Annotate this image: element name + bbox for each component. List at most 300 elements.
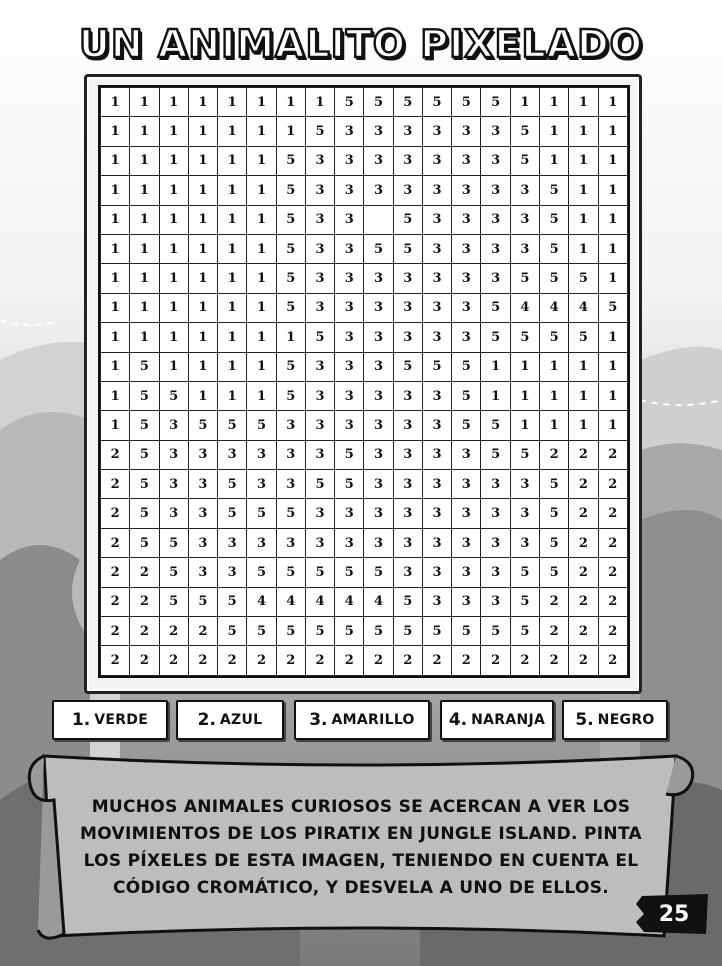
grid-cell: 1 bbox=[159, 352, 188, 381]
grid-cell: 3 bbox=[393, 411, 422, 440]
grid-cell: 1 bbox=[276, 117, 305, 146]
grid-cell: 1 bbox=[481, 381, 510, 410]
grid-cell: 5 bbox=[569, 323, 598, 352]
grid-cell: 5 bbox=[335, 558, 364, 587]
grid-cell: 2 bbox=[101, 587, 130, 616]
grid-cell: 3 bbox=[159, 499, 188, 528]
grid-cell: 5 bbox=[276, 146, 305, 175]
grid-cell: 5 bbox=[481, 88, 510, 117]
grid-cell: 1 bbox=[101, 117, 130, 146]
grid-cell: 2 bbox=[159, 617, 188, 646]
grid-cell: 1 bbox=[188, 176, 217, 205]
grid-cell: 1 bbox=[598, 117, 627, 146]
grid-cell: 5 bbox=[539, 323, 568, 352]
grid-cell: 3 bbox=[452, 117, 481, 146]
grid-cell: 3 bbox=[510, 470, 539, 499]
grid-row bbox=[101, 381, 628, 410]
grid-cell: 3 bbox=[188, 440, 217, 469]
grid-cell: 1 bbox=[218, 293, 247, 322]
grid-cell: 3 bbox=[364, 470, 393, 499]
grid-cell: 3 bbox=[422, 176, 451, 205]
grid-cell: 1 bbox=[247, 234, 276, 263]
grid-cell: 3 bbox=[364, 146, 393, 175]
grid-cell: 1 bbox=[247, 381, 276, 410]
grid-cell: 1 bbox=[598, 352, 627, 381]
grid-cell: 3 bbox=[393, 381, 422, 410]
grid-cell bbox=[364, 205, 393, 234]
grid-cell: 5 bbox=[305, 617, 334, 646]
grid-cell: 3 bbox=[305, 411, 334, 440]
grid-cell: 5 bbox=[510, 323, 539, 352]
grid-cell: 1 bbox=[101, 205, 130, 234]
grid-cell: 1 bbox=[188, 88, 217, 117]
grid-cell: 1 bbox=[305, 88, 334, 117]
grid-cell: 3 bbox=[422, 411, 451, 440]
grid-cell: 3 bbox=[422, 499, 451, 528]
grid-cell: 1 bbox=[247, 293, 276, 322]
grid-row bbox=[101, 587, 628, 616]
grid-cell: 1 bbox=[247, 176, 276, 205]
grid-cell: 5 bbox=[539, 205, 568, 234]
grid-cell: 1 bbox=[510, 352, 539, 381]
legend-label: AMARILLO bbox=[331, 712, 415, 728]
grid-cell: 1 bbox=[598, 146, 627, 175]
grid-cell: 5 bbox=[364, 558, 393, 587]
grid-cell: 3 bbox=[305, 381, 334, 410]
grid-cell: 1 bbox=[247, 205, 276, 234]
grid-cell: 1 bbox=[569, 88, 598, 117]
grid-cell: 3 bbox=[335, 528, 364, 557]
legend-number: 5. bbox=[575, 710, 594, 730]
grid-cell: 3 bbox=[510, 234, 539, 263]
legend-number: 3. bbox=[309, 710, 328, 730]
grid-cell: 5 bbox=[130, 440, 159, 469]
grid-cell: 1 bbox=[130, 176, 159, 205]
grid-cell: 1 bbox=[159, 88, 188, 117]
grid-cell: 3 bbox=[481, 146, 510, 175]
grid-cell: 5 bbox=[539, 558, 568, 587]
grid-cell: 3 bbox=[393, 176, 422, 205]
grid-cell: 1 bbox=[101, 381, 130, 410]
grid-cell: 3 bbox=[159, 411, 188, 440]
grid-cell: 3 bbox=[422, 117, 451, 146]
grid-cell: 1 bbox=[159, 234, 188, 263]
grid-cell: 2 bbox=[598, 440, 627, 469]
grid-cell: 5 bbox=[510, 146, 539, 175]
grid-cell: 5 bbox=[218, 411, 247, 440]
grid-cell: 5 bbox=[335, 440, 364, 469]
grid-cell: 2 bbox=[101, 528, 130, 557]
grid-cell: 3 bbox=[335, 323, 364, 352]
grid-cell: 1 bbox=[101, 352, 130, 381]
grid-row bbox=[101, 205, 628, 234]
grid-cell: 2 bbox=[188, 617, 217, 646]
page-title: UN ANIMALITO PIXELADO bbox=[79, 22, 643, 66]
grid-cell: 5 bbox=[188, 411, 217, 440]
grid-cell: 1 bbox=[159, 146, 188, 175]
grid-cell: 1 bbox=[247, 264, 276, 293]
grid-cell: 5 bbox=[364, 234, 393, 263]
grid-cell: 5 bbox=[539, 264, 568, 293]
grid-cell: 3 bbox=[422, 293, 451, 322]
legend-number: 4. bbox=[448, 710, 468, 730]
grid-cell: 2 bbox=[101, 646, 130, 676]
grid-cell: 5 bbox=[305, 558, 334, 587]
grid-cell: 1 bbox=[188, 293, 217, 322]
grid-cell: 5 bbox=[539, 499, 568, 528]
grid-cell: 5 bbox=[510, 264, 539, 293]
grid-cell: 3 bbox=[452, 528, 481, 557]
grid-cell: 3 bbox=[422, 146, 451, 175]
grid-cell: 1 bbox=[218, 205, 247, 234]
grid-cell: 3 bbox=[393, 499, 422, 528]
grid-cell: 5 bbox=[510, 617, 539, 646]
grid-cell: 5 bbox=[452, 617, 481, 646]
grid-cell: 1 bbox=[159, 264, 188, 293]
grid-cell: 3 bbox=[393, 558, 422, 587]
grid-cell: 3 bbox=[481, 558, 510, 587]
grid-cell: 1 bbox=[276, 323, 305, 352]
grid-row bbox=[101, 117, 628, 146]
grid-row bbox=[101, 411, 628, 440]
grid-cell: 3 bbox=[422, 205, 451, 234]
grid-cell: 2 bbox=[452, 646, 481, 676]
grid-cell: 5 bbox=[305, 470, 334, 499]
grid-cell: 2 bbox=[539, 617, 568, 646]
grid-cell: 3 bbox=[305, 146, 334, 175]
grid-cell: 1 bbox=[218, 117, 247, 146]
grid-cell: 5 bbox=[393, 205, 422, 234]
grid-cell: 1 bbox=[188, 264, 217, 293]
grid-cell: 1 bbox=[510, 381, 539, 410]
grid-cell: 2 bbox=[539, 440, 568, 469]
grid-cell: 3 bbox=[305, 205, 334, 234]
grid-row bbox=[101, 146, 628, 175]
grid-cell: 1 bbox=[101, 176, 130, 205]
grid-cell: 1 bbox=[539, 381, 568, 410]
grid-cell: 3 bbox=[364, 176, 393, 205]
grid-cell: 5 bbox=[422, 617, 451, 646]
grid-cell: 3 bbox=[393, 117, 422, 146]
grid-cell: 1 bbox=[218, 88, 247, 117]
grid-cell: 1 bbox=[598, 176, 627, 205]
grid-row bbox=[101, 176, 628, 205]
grid-cell: 1 bbox=[218, 146, 247, 175]
grid-cell: 2 bbox=[130, 587, 159, 616]
grid-cell: 3 bbox=[247, 528, 276, 557]
grid-cell: 5 bbox=[452, 411, 481, 440]
grid-cell: 5 bbox=[247, 499, 276, 528]
grid-cell: 2 bbox=[364, 646, 393, 676]
grid-cell: 5 bbox=[130, 470, 159, 499]
grid-cell: 3 bbox=[452, 440, 481, 469]
grid-cell: 4 bbox=[276, 587, 305, 616]
grid-cell: 5 bbox=[510, 117, 539, 146]
grid-cell: 5 bbox=[364, 88, 393, 117]
grid-cell: 1 bbox=[101, 323, 130, 352]
grid-cell: 5 bbox=[452, 88, 481, 117]
grid-cell: 5 bbox=[130, 528, 159, 557]
grid-cell: 2 bbox=[539, 587, 568, 616]
grid-cell: 3 bbox=[335, 381, 364, 410]
grid-cell: 1 bbox=[218, 264, 247, 293]
legend-number: 2. bbox=[197, 710, 216, 730]
grid-cell: 2 bbox=[276, 646, 305, 676]
grid-cell: 2 bbox=[101, 499, 130, 528]
grid-cell: 2 bbox=[247, 646, 276, 676]
grid-cell: 3 bbox=[247, 440, 276, 469]
grid-cell: 3 bbox=[364, 293, 393, 322]
grid-cell: 5 bbox=[276, 381, 305, 410]
grid-cell: 3 bbox=[335, 234, 364, 263]
grid-cell: 1 bbox=[101, 264, 130, 293]
grid-cell: 2 bbox=[598, 558, 627, 587]
grid-cell: 3 bbox=[393, 440, 422, 469]
grid-cell: 5 bbox=[276, 293, 305, 322]
grid-cell: 2 bbox=[101, 440, 130, 469]
grid-cell: 3 bbox=[393, 264, 422, 293]
grid-cell: 5 bbox=[481, 323, 510, 352]
grid-cell: 1 bbox=[569, 205, 598, 234]
page-number: 25 bbox=[658, 901, 690, 927]
grid-cell: 2 bbox=[481, 646, 510, 676]
grid-cell: 2 bbox=[569, 528, 598, 557]
grid-row bbox=[101, 558, 628, 587]
grid-cell: 3 bbox=[481, 264, 510, 293]
grid-row bbox=[101, 470, 628, 499]
grid-cell: 3 bbox=[510, 205, 539, 234]
grid-cell: 5 bbox=[276, 264, 305, 293]
color-legend bbox=[0, 700, 722, 740]
grid-cell: 1 bbox=[569, 381, 598, 410]
grid-cell: 1 bbox=[218, 323, 247, 352]
grid-cell: 2 bbox=[422, 646, 451, 676]
grid-cell: 3 bbox=[335, 205, 364, 234]
grid-cell: 3 bbox=[364, 499, 393, 528]
grid-cell: 5 bbox=[539, 176, 568, 205]
grid-cell: 1 bbox=[539, 146, 568, 175]
grid-cell: 1 bbox=[510, 411, 539, 440]
grid-cell: 3 bbox=[335, 146, 364, 175]
grid-cell: 3 bbox=[422, 528, 451, 557]
grid-cell: 5 bbox=[481, 440, 510, 469]
grid-cell: 1 bbox=[188, 234, 217, 263]
grid-cell: 5 bbox=[276, 176, 305, 205]
grid-cell: 1 bbox=[569, 146, 598, 175]
grid-cell: 5 bbox=[452, 352, 481, 381]
grid-cell: 5 bbox=[422, 352, 451, 381]
grid-cell: 1 bbox=[130, 205, 159, 234]
grid-cell: 1 bbox=[598, 264, 627, 293]
grid-cell: 5 bbox=[335, 617, 364, 646]
grid-cell: 3 bbox=[335, 264, 364, 293]
grid-cell: 2 bbox=[569, 470, 598, 499]
grid-cell: 2 bbox=[598, 587, 627, 616]
grid-cell: 3 bbox=[510, 176, 539, 205]
grid-cell: 3 bbox=[305, 528, 334, 557]
grid-cell: 2 bbox=[159, 646, 188, 676]
grid-cell: 3 bbox=[218, 558, 247, 587]
grid-cell: 1 bbox=[101, 411, 130, 440]
grid-cell: 2 bbox=[598, 499, 627, 528]
grid-cell: 3 bbox=[422, 440, 451, 469]
grid-cell: 2 bbox=[218, 646, 247, 676]
grid-cell: 3 bbox=[188, 470, 217, 499]
grid-cell: 3 bbox=[452, 323, 481, 352]
grid-cell: 3 bbox=[305, 264, 334, 293]
grid-cell: 3 bbox=[481, 117, 510, 146]
grid-cell: 3 bbox=[422, 587, 451, 616]
grid-cell: 3 bbox=[422, 470, 451, 499]
grid-cell: 5 bbox=[247, 617, 276, 646]
grid-cell: 4 bbox=[510, 293, 539, 322]
grid-cell: 3 bbox=[364, 352, 393, 381]
grid-cell: 2 bbox=[569, 646, 598, 676]
page-number-tag bbox=[634, 892, 708, 936]
grid-cell: 1 bbox=[101, 88, 130, 117]
grid-cell: 5 bbox=[510, 587, 539, 616]
grid-cell: 1 bbox=[130, 146, 159, 175]
legend-label: AZUL bbox=[219, 712, 263, 728]
grid-cell: 1 bbox=[569, 117, 598, 146]
grid-cell: 5 bbox=[510, 440, 539, 469]
grid-cell: 1 bbox=[569, 234, 598, 263]
grid-cell: 1 bbox=[598, 411, 627, 440]
grid-cell: 3 bbox=[305, 234, 334, 263]
grid-row bbox=[101, 293, 628, 322]
grid-cell: 2 bbox=[569, 587, 598, 616]
legend-item-azul bbox=[176, 700, 284, 740]
grid-cell: 2 bbox=[569, 617, 598, 646]
grid-cell: 2 bbox=[598, 528, 627, 557]
grid-cell: 1 bbox=[159, 205, 188, 234]
grid-cell: 3 bbox=[364, 381, 393, 410]
grid-cell: 2 bbox=[130, 646, 159, 676]
grid-cell: 1 bbox=[569, 176, 598, 205]
grid-cell: 3 bbox=[335, 499, 364, 528]
grid-cell: 3 bbox=[364, 440, 393, 469]
grid-cell: 3 bbox=[305, 293, 334, 322]
grid-cell: 3 bbox=[364, 323, 393, 352]
grid-cell: 3 bbox=[218, 528, 247, 557]
grid-cell: 1 bbox=[481, 352, 510, 381]
grid-cell: 2 bbox=[598, 617, 627, 646]
grid-cell: 2 bbox=[569, 558, 598, 587]
grid-cell: 3 bbox=[188, 558, 217, 587]
grid-cell: 1 bbox=[130, 88, 159, 117]
grid-cell: 5 bbox=[481, 411, 510, 440]
grid-cell: 5 bbox=[335, 88, 364, 117]
grid-cell: 1 bbox=[247, 88, 276, 117]
grid-cell: 1 bbox=[159, 323, 188, 352]
grid-cell: 3 bbox=[305, 499, 334, 528]
grid-cell: 3 bbox=[452, 587, 481, 616]
grid-cell: 5 bbox=[510, 558, 539, 587]
grid-cell: 3 bbox=[276, 528, 305, 557]
grid-cell: 5 bbox=[364, 617, 393, 646]
grid-cell: 3 bbox=[481, 499, 510, 528]
grid-cell: 3 bbox=[364, 264, 393, 293]
grid-cell: 1 bbox=[188, 323, 217, 352]
grid-cell: 3 bbox=[335, 411, 364, 440]
grid-cell: 2 bbox=[305, 646, 334, 676]
grid-cell: 5 bbox=[393, 88, 422, 117]
grid-cell: 1 bbox=[188, 205, 217, 234]
grid-cell: 1 bbox=[188, 381, 217, 410]
grid-cell: 1 bbox=[159, 176, 188, 205]
grid-cell: 2 bbox=[393, 646, 422, 676]
grid-cell: 5 bbox=[159, 528, 188, 557]
grid-cell: 1 bbox=[539, 352, 568, 381]
grid-cell: 5 bbox=[452, 381, 481, 410]
grid-row bbox=[101, 440, 628, 469]
grid-cell: 3 bbox=[305, 352, 334, 381]
grid-cell: 3 bbox=[188, 528, 217, 557]
grid-cell: 1 bbox=[218, 352, 247, 381]
grid-cell: 1 bbox=[188, 146, 217, 175]
grid-cell: 1 bbox=[218, 234, 247, 263]
grid-row bbox=[101, 234, 628, 263]
grid-cell: 1 bbox=[218, 176, 247, 205]
grid-cell: 5 bbox=[276, 205, 305, 234]
grid-cell: 2 bbox=[101, 617, 130, 646]
grid-cell: 1 bbox=[247, 352, 276, 381]
grid-cell: 1 bbox=[598, 323, 627, 352]
grid-cell: 3 bbox=[393, 293, 422, 322]
grid-cell: 5 bbox=[276, 352, 305, 381]
grid-cell: 3 bbox=[510, 528, 539, 557]
grid-cell: 5 bbox=[218, 499, 247, 528]
grid-cell: 3 bbox=[393, 528, 422, 557]
grid-cell: 3 bbox=[510, 499, 539, 528]
grid-cell: 3 bbox=[452, 264, 481, 293]
grid-cell: 5 bbox=[393, 352, 422, 381]
grid-cell: 1 bbox=[101, 234, 130, 263]
grid-cell: 1 bbox=[188, 117, 217, 146]
grid-cell: 3 bbox=[276, 470, 305, 499]
grid-cell: 2 bbox=[335, 646, 364, 676]
grid-cell: 3 bbox=[481, 587, 510, 616]
grid-cell: 3 bbox=[422, 558, 451, 587]
grid-cell: 4 bbox=[247, 587, 276, 616]
grid-cell: 5 bbox=[481, 293, 510, 322]
grid-cell: 4 bbox=[569, 293, 598, 322]
grid-cell: 2 bbox=[598, 470, 627, 499]
grid-cell: 5 bbox=[598, 293, 627, 322]
grid-row bbox=[101, 646, 628, 676]
grid-cell: 5 bbox=[539, 528, 568, 557]
grid-cell: 3 bbox=[364, 528, 393, 557]
grid-cell: 5 bbox=[305, 117, 334, 146]
grid-cell: 1 bbox=[130, 234, 159, 263]
grid-cell: 2 bbox=[101, 558, 130, 587]
grid-cell: 3 bbox=[218, 440, 247, 469]
grid-cell: 3 bbox=[422, 381, 451, 410]
grid-cell: 5 bbox=[539, 470, 568, 499]
grid-cell: 1 bbox=[218, 381, 247, 410]
grid-cell: 4 bbox=[305, 587, 334, 616]
legend-label: NEGRO bbox=[597, 712, 655, 728]
grid-cell: 1 bbox=[130, 264, 159, 293]
grid-cell: 5 bbox=[159, 558, 188, 587]
grid-cell: 1 bbox=[159, 293, 188, 322]
grid-cell: 3 bbox=[159, 440, 188, 469]
grid-cell: 3 bbox=[305, 176, 334, 205]
legend-item-amarillo bbox=[294, 700, 430, 740]
grid-cell: 1 bbox=[188, 352, 217, 381]
grid-cell: 5 bbox=[188, 587, 217, 616]
grid-cell: 1 bbox=[276, 88, 305, 117]
